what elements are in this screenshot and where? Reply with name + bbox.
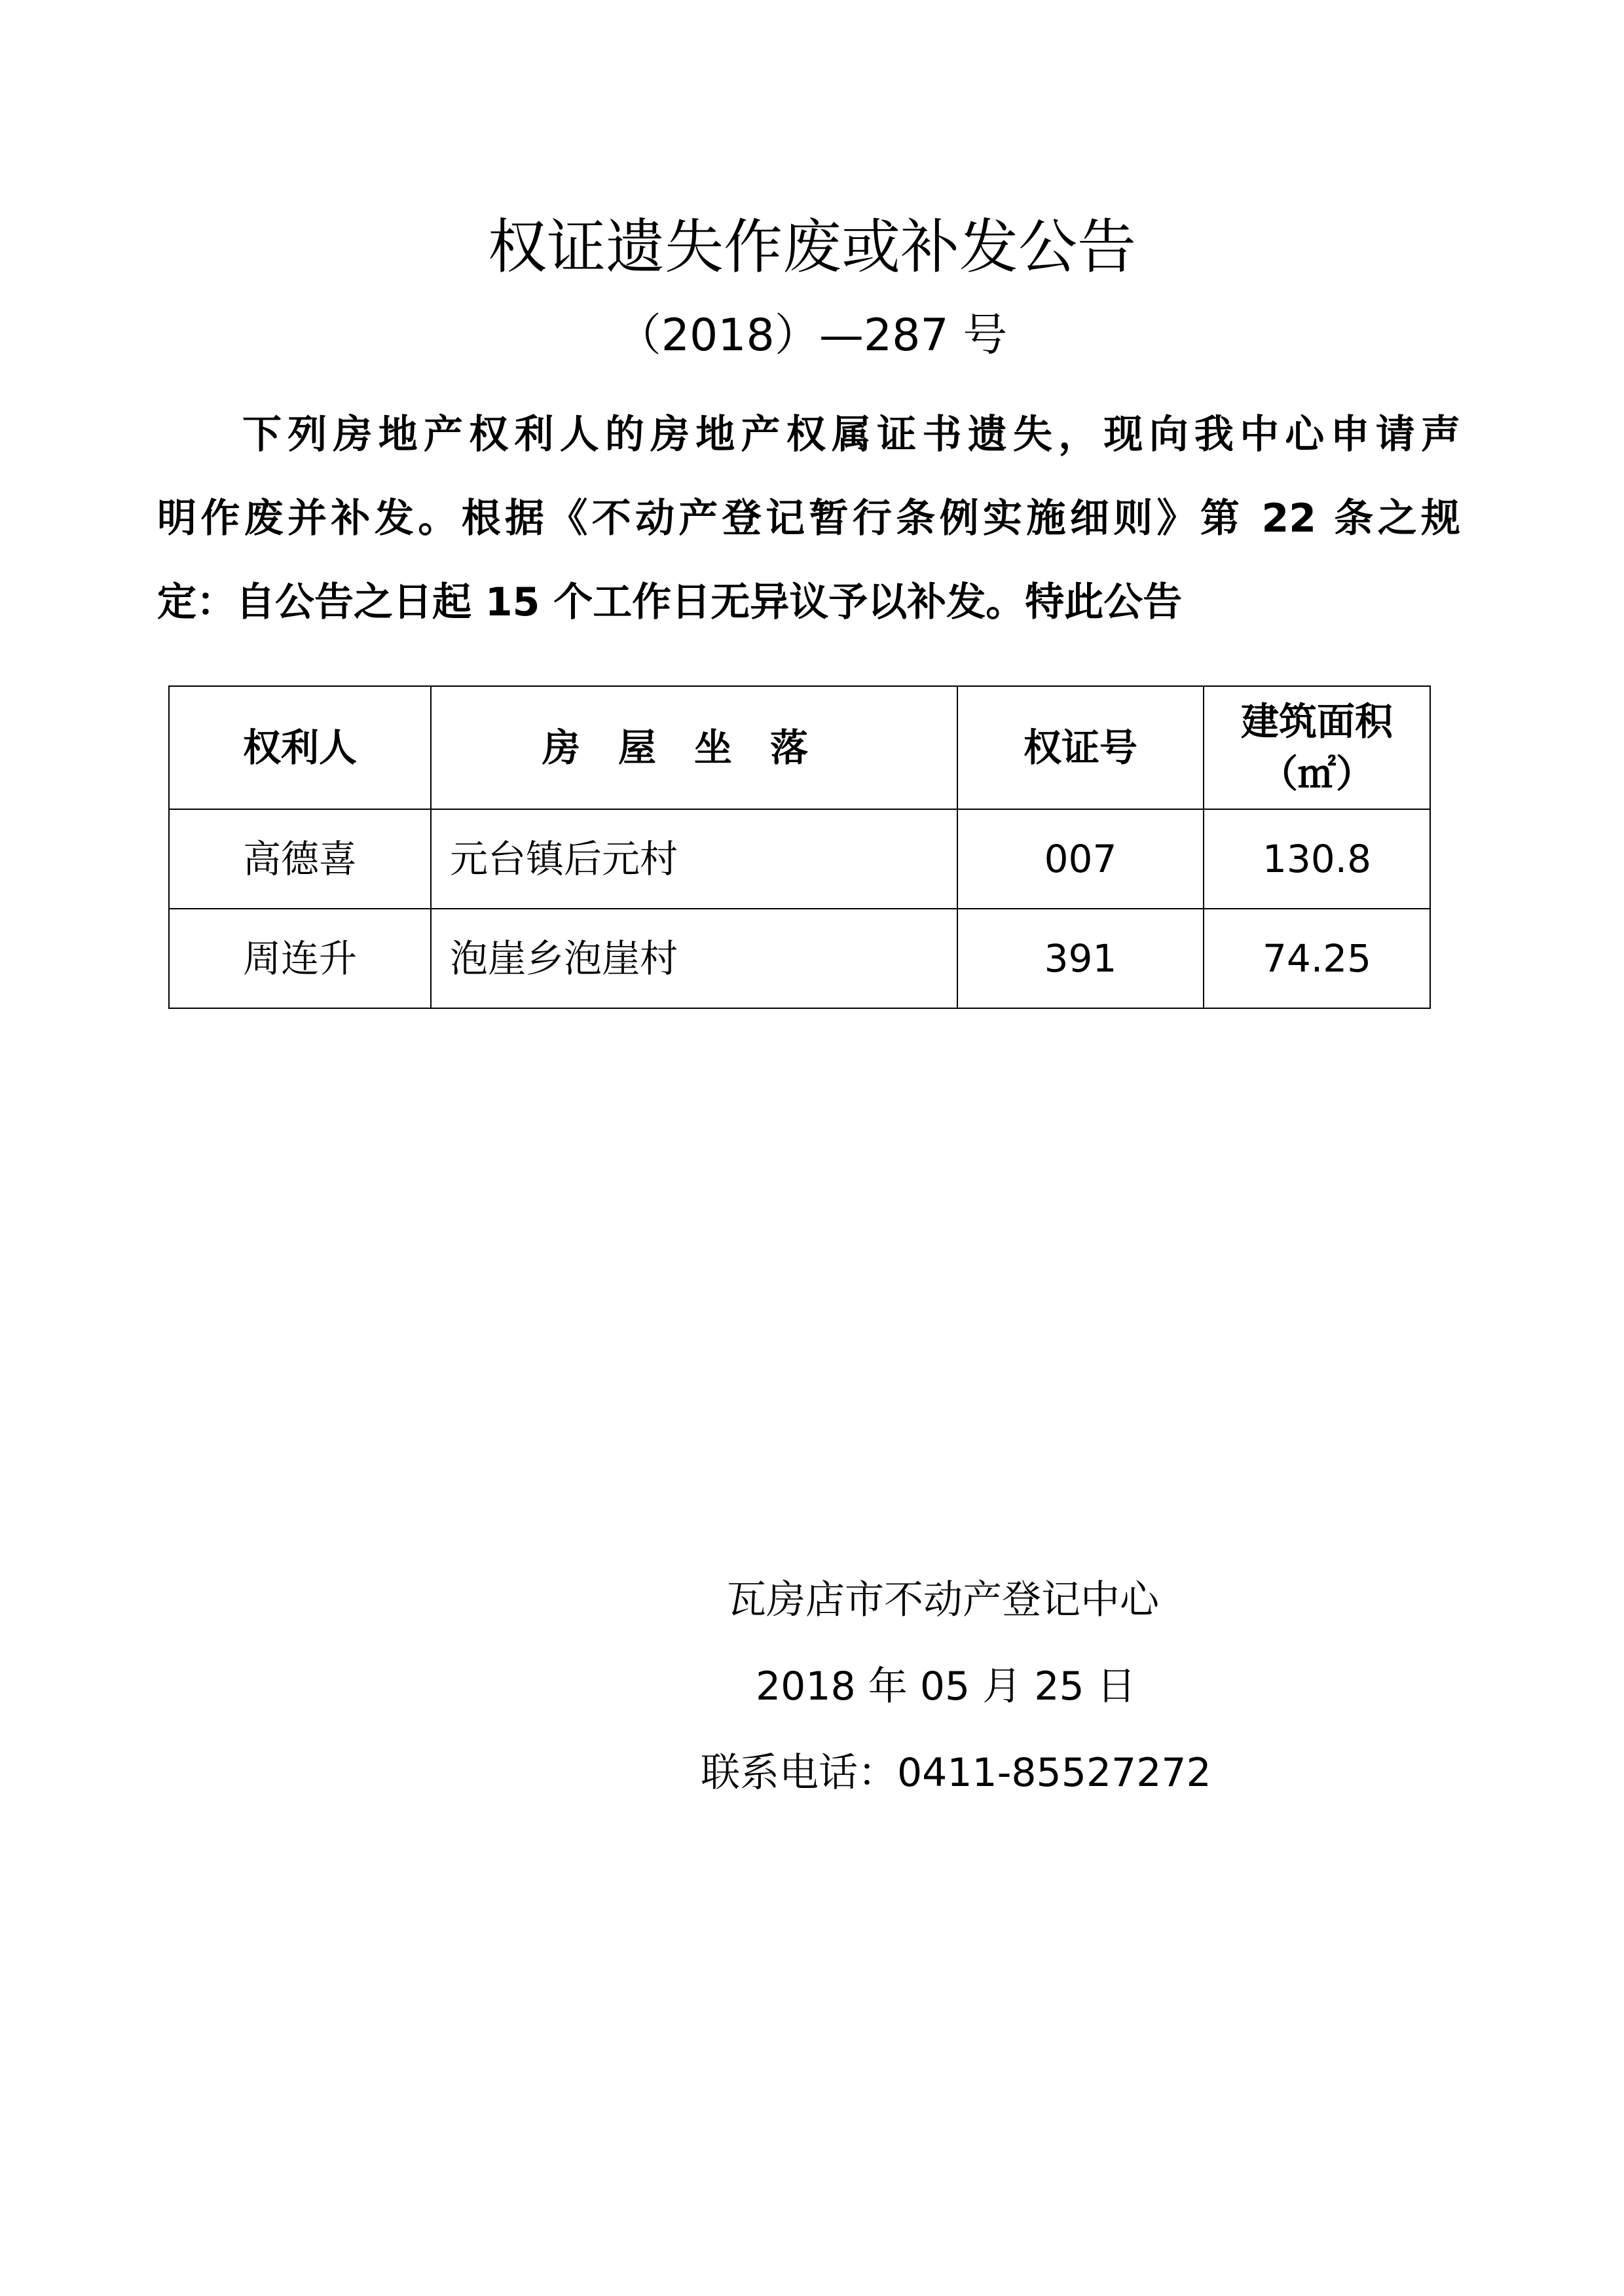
records-table xyxy=(168,685,1431,1009)
document-number: （2018）—287 号 xyxy=(616,310,1008,361)
notice-body-line-3: 定：自公告之日起 15 个工作日无异议予以补发。特此公告 xyxy=(157,579,1183,625)
notice-title: 权证遗失作废或补发公告 xyxy=(488,213,1136,282)
notice-body xyxy=(157,393,1460,644)
cell-area: 130.8 xyxy=(1204,809,1430,909)
header-holder: 权利人 xyxy=(169,686,431,809)
table-row xyxy=(169,909,1430,1008)
notice-body-line-1: 下列房地产权利人的房地产权属证书遗失，现向我中心申请声 xyxy=(242,412,1460,458)
cell-area: 74.25 xyxy=(1204,909,1430,1008)
cell-location: 元台镇后元村 xyxy=(431,809,957,909)
header-area-line-2: （㎡） xyxy=(1259,752,1374,796)
table-row xyxy=(169,809,1430,909)
header-cert-no: 权证号 xyxy=(957,686,1204,809)
header-location xyxy=(431,686,957,809)
header-area-line-1: 建筑面积 xyxy=(1240,699,1393,744)
issue-date: 2018 年 05 月 25 日 xyxy=(756,1664,1136,1709)
table-header-row xyxy=(169,686,1430,809)
cell-location: 泡崖乡泡崖村 xyxy=(431,909,957,1008)
issuing-organization: 瓦房店市不动产登记中心 xyxy=(727,1577,1159,1623)
header-area xyxy=(1204,686,1430,809)
notice-body-line-2: 明作废并补发。根据《不动产登记暂行条例实施细则》第 22 条之规 xyxy=(157,496,1460,541)
cell-cert-no: 007 xyxy=(957,809,1204,909)
header-location-label: 房屋坐落 xyxy=(542,725,846,770)
cell-holder: 高德喜 xyxy=(169,809,431,909)
cell-holder: 周连升 xyxy=(169,909,431,1008)
contact-phone: 联系电话：0411-85527272 xyxy=(701,1750,1211,1796)
cell-cert-no: 391 xyxy=(957,909,1204,1008)
